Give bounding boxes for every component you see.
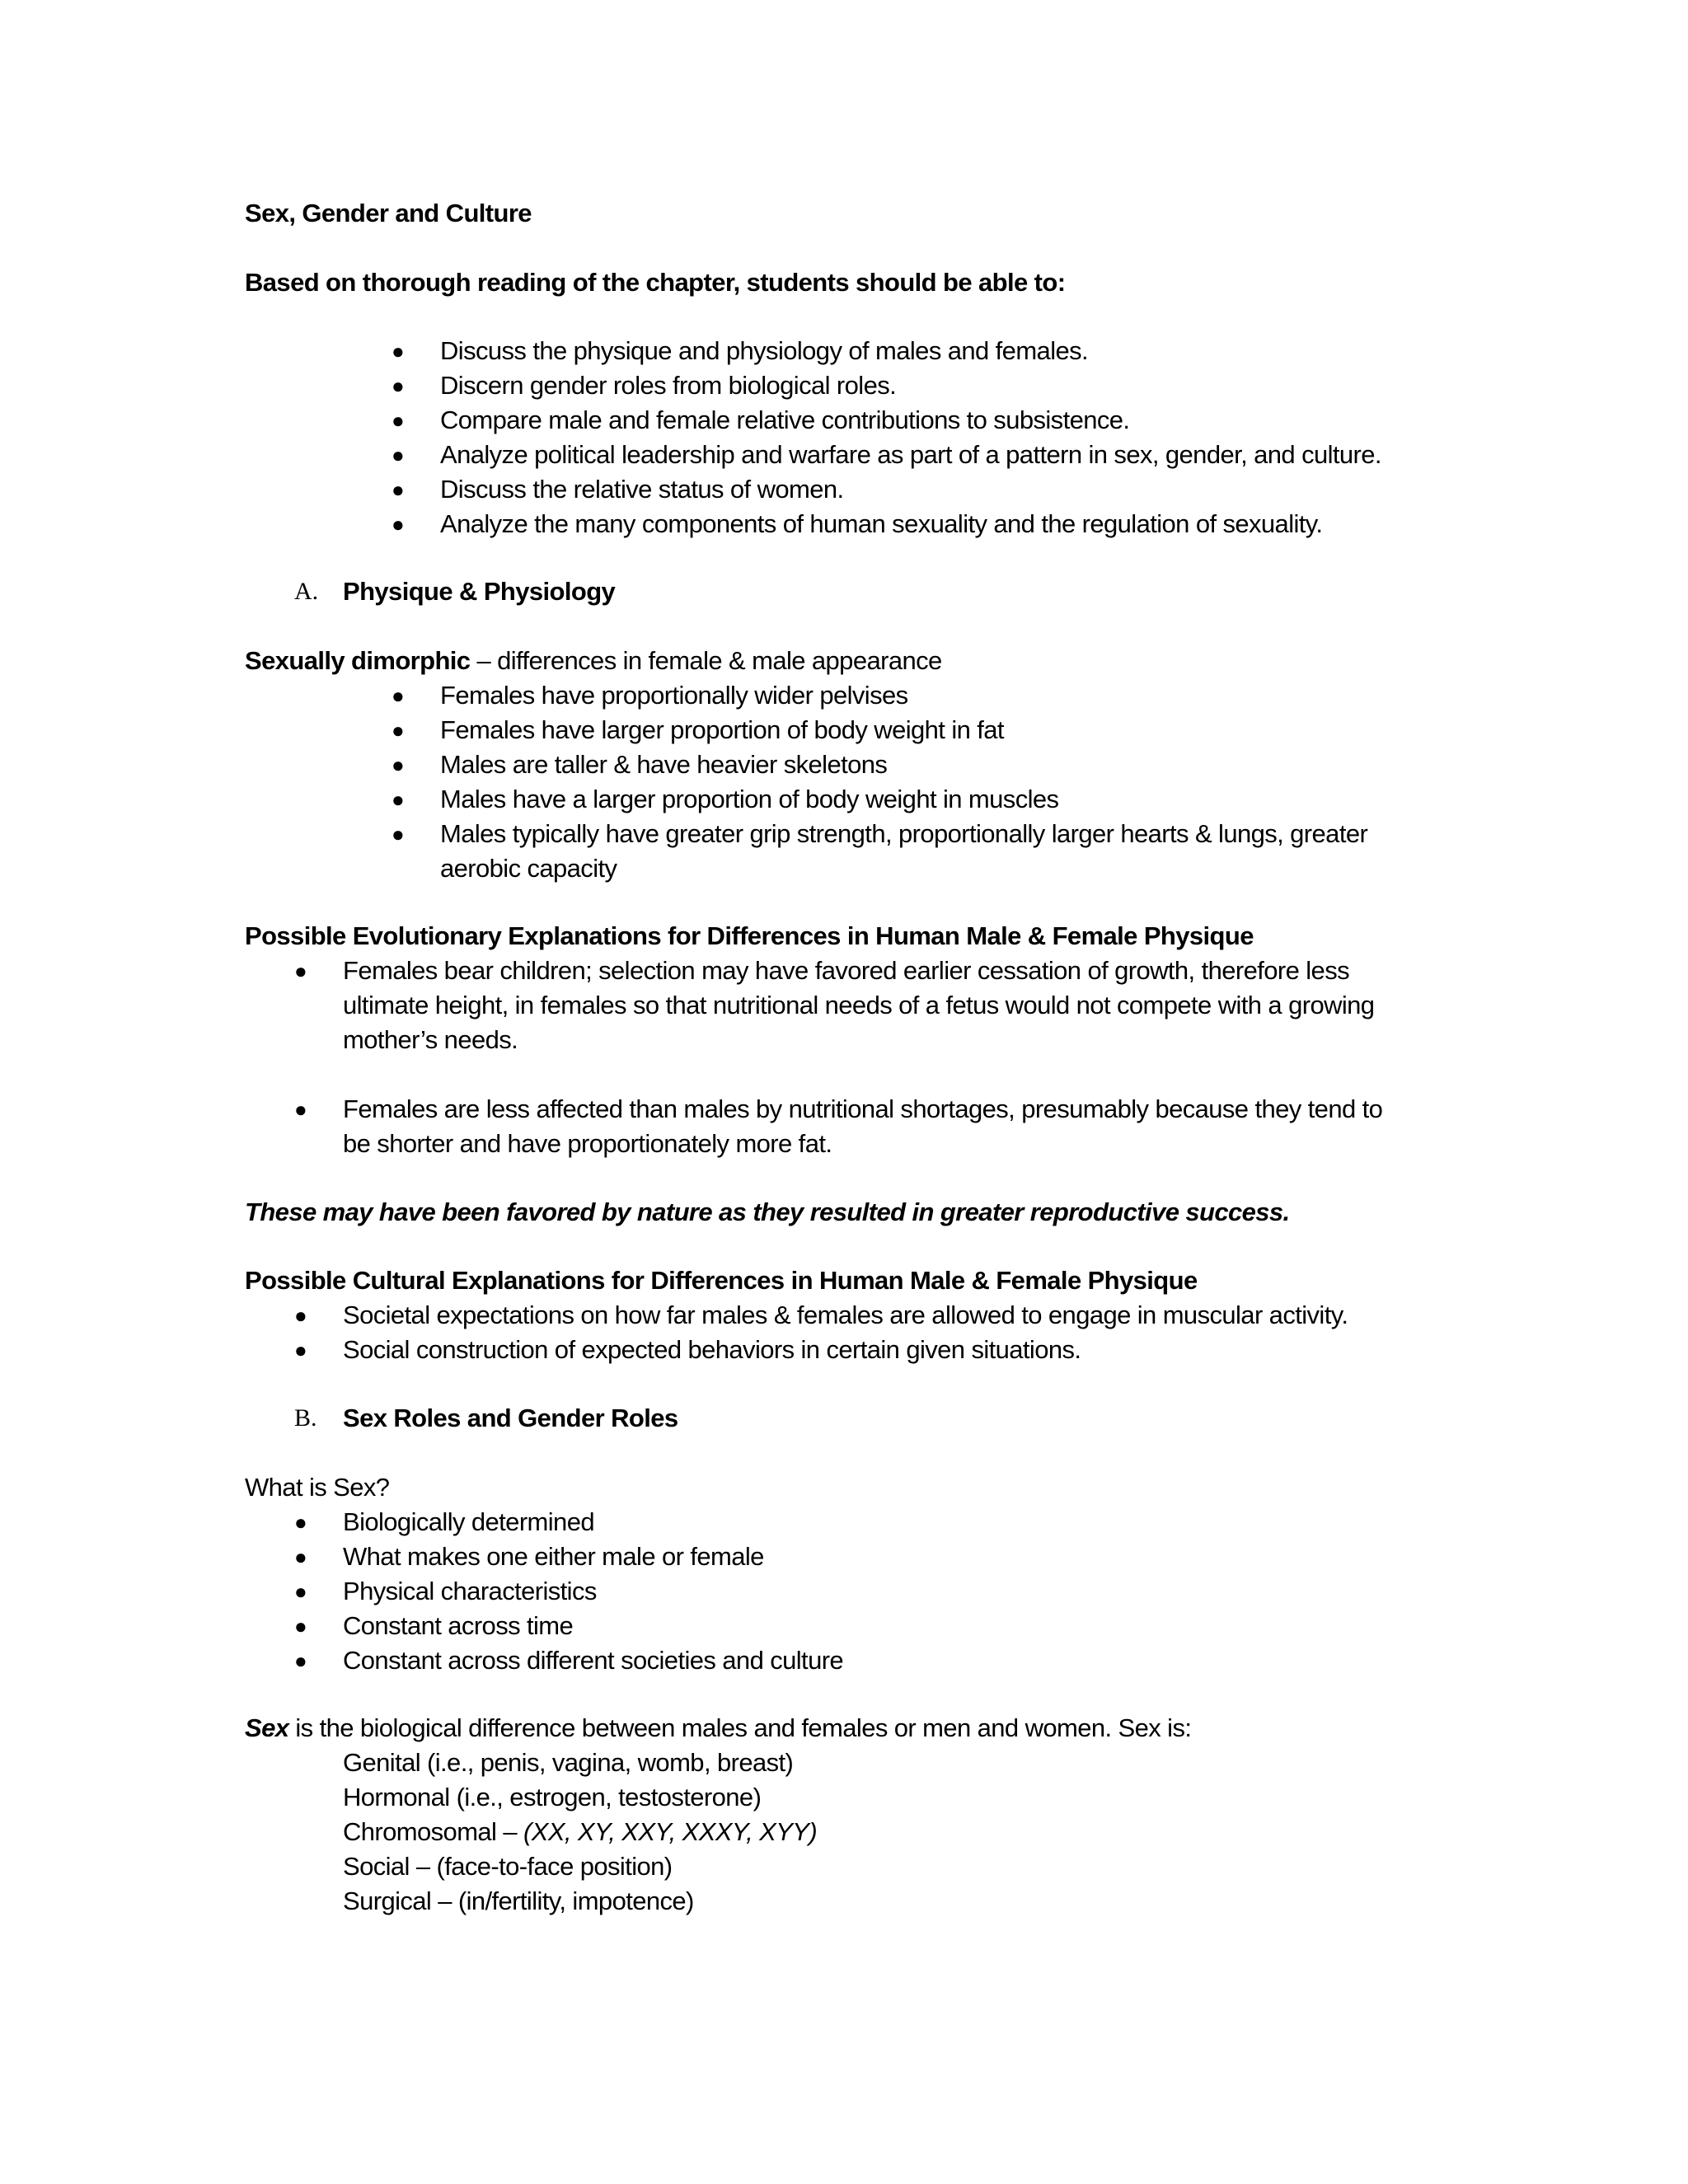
- list-item: ● Males have a larger proportion of body weight in muscles: [392, 782, 1367, 817]
- sex-term: Sex: [245, 1713, 289, 1742]
- list-item: ● Females have larger proportion of body weight in fat: [392, 713, 1367, 748]
- dimorphic-term: Sexually dimorphic: [245, 646, 471, 675]
- bullet-icon: ●: [294, 958, 307, 983]
- sex-definition: [245, 1711, 1191, 1746]
- bullet-icon: ●: [392, 477, 405, 502]
- sex-type-surgical: Surgical – (in/fertility, impotence): [343, 1886, 694, 1915]
- list-item: ● Discuss the physique and physiology of males and females.: [392, 334, 1381, 368]
- cultural-list: [294, 1298, 1348, 1367]
- bullet-icon: ●: [392, 683, 405, 708]
- bullet-icon: ●: [392, 443, 405, 467]
- list-item-continuation: ultimate height, in females so that nutritional needs of a fetus would not compete with a growing: [343, 991, 1375, 1019]
- list-item: ● Females bear children; selection may have favored earlier cessation of growth, therefore less: [294, 954, 1382, 988]
- bullet-icon: ●: [294, 1338, 307, 1362]
- list-item-continuation: be shorter and have proportionately more fat.: [343, 1129, 832, 1158]
- objectives-list: [392, 334, 1381, 541]
- list-item: ● Compare male and female relative contributions to subsistence.: [392, 403, 1381, 438]
- list-item: ● Females have proportionally wider pelvises: [392, 678, 1367, 713]
- document-title: Sex, Gender and Culture: [245, 199, 532, 227]
- section-b-heading: Sex Roles and Gender Roles: [343, 1404, 678, 1432]
- bullet-icon: ●: [392, 512, 405, 537]
- list-item: ● Females are less affected than males by nutritional shortages, presumably because they tend to: [294, 1092, 1382, 1127]
- what-is-sex-question: What is Sex?: [245, 1473, 390, 1502]
- bullet-icon: ●: [392, 339, 405, 363]
- list-spacer: [294, 1057, 1382, 1092]
- evolutionary-conclusion: These may have been favored by nature as they resulted in greater reproductive success.: [245, 1197, 1290, 1226]
- list-item: ● Analyze political leadership and warfare as part of a pattern in sex, gender, and culture.: [392, 438, 1381, 472]
- dimorphic-definition-text: – differences in female & male appearance: [470, 646, 942, 675]
- sex-types-list: [343, 1746, 817, 1919]
- sex-type-genital: Genital (i.e., penis, vagina, womb, breast): [343, 1748, 794, 1777]
- evolutionary-heading: Possible Evolutionary Explanations for Differences in Human Male & Female Physique: [245, 921, 1254, 950]
- cultural-heading: Possible Cultural Explanations for Differences in Human Male & Female Physique: [245, 1266, 1198, 1295]
- list-item: ● Discuss the relative status of women.: [392, 472, 1381, 507]
- list-item: ● Males are taller & have heavier skeletons: [392, 748, 1367, 782]
- list-item: ● Analyze the many components of human sexuality and the regulation of sexuality.: [392, 507, 1381, 541]
- dimorphic-list: [392, 678, 1367, 886]
- bullet-icon: ●: [294, 1579, 307, 1604]
- bullet-icon: ●: [392, 787, 405, 812]
- sex-type-social: Social – (face-to-face position): [343, 1852, 673, 1881]
- section-b-letter: B.: [294, 1404, 317, 1432]
- list-item: ● Discern gender roles from biological roles.: [392, 368, 1381, 403]
- list-item: ● Constant across different societies and culture: [294, 1643, 843, 1678]
- section-a-letter: A.: [294, 578, 319, 605]
- bullet-icon: ●: [392, 373, 405, 398]
- bullet-icon: ●: [392, 718, 405, 743]
- bullet-icon: ●: [294, 1510, 307, 1535]
- list-item: ● Social construction of expected behaviors in certain given situations.: [294, 1333, 1348, 1367]
- chromosomal-values: (XX, XY, XXY, XXXY, XYY): [523, 1817, 818, 1846]
- bullet-icon: ●: [294, 1544, 307, 1569]
- sex-type-hormonal: Hormonal (i.e., estrogen, testosterone): [343, 1783, 762, 1811]
- bullet-icon: ●: [294, 1303, 307, 1328]
- list-item-continuation: mother’s needs.: [343, 1025, 518, 1054]
- bullet-icon: ●: [392, 822, 405, 846]
- list-item: ● Societal expectations on how far males & females are allowed to engage in muscular activity.: [294, 1298, 1348, 1333]
- list-item: ● Biologically determined: [294, 1505, 843, 1540]
- bullet-icon: ●: [294, 1648, 307, 1673]
- list-item: ● What makes one either male or female: [294, 1540, 843, 1574]
- chromosomal-label: Chromosomal –: [343, 1817, 524, 1846]
- bullet-icon: ●: [294, 1097, 307, 1122]
- section-a-heading: Physique & Physiology: [343, 577, 616, 606]
- sex-definition-text: is the biological difference between males and females or men and women. Sex is:: [288, 1713, 1192, 1742]
- what-is-sex-list: [294, 1505, 843, 1678]
- bullet-icon: ●: [392, 752, 405, 777]
- evolutionary-list: [294, 954, 1382, 1161]
- bullet-icon: ●: [392, 408, 405, 433]
- sex-type-chromosomal: [343, 1815, 817, 1849]
- dimorphic-definition: [245, 644, 942, 678]
- list-item: ● Males typically have greater grip strength, proportionally larger hearts & lungs, greater: [392, 817, 1367, 851]
- objectives-intro: Based on thorough reading of the chapter, students should be able to:: [245, 268, 1066, 297]
- list-item: ● Constant across time: [294, 1609, 843, 1643]
- list-item: ● Physical characteristics: [294, 1574, 843, 1609]
- bullet-icon: ●: [294, 1614, 307, 1638]
- list-item-continuation: aerobic capacity: [440, 854, 617, 883]
